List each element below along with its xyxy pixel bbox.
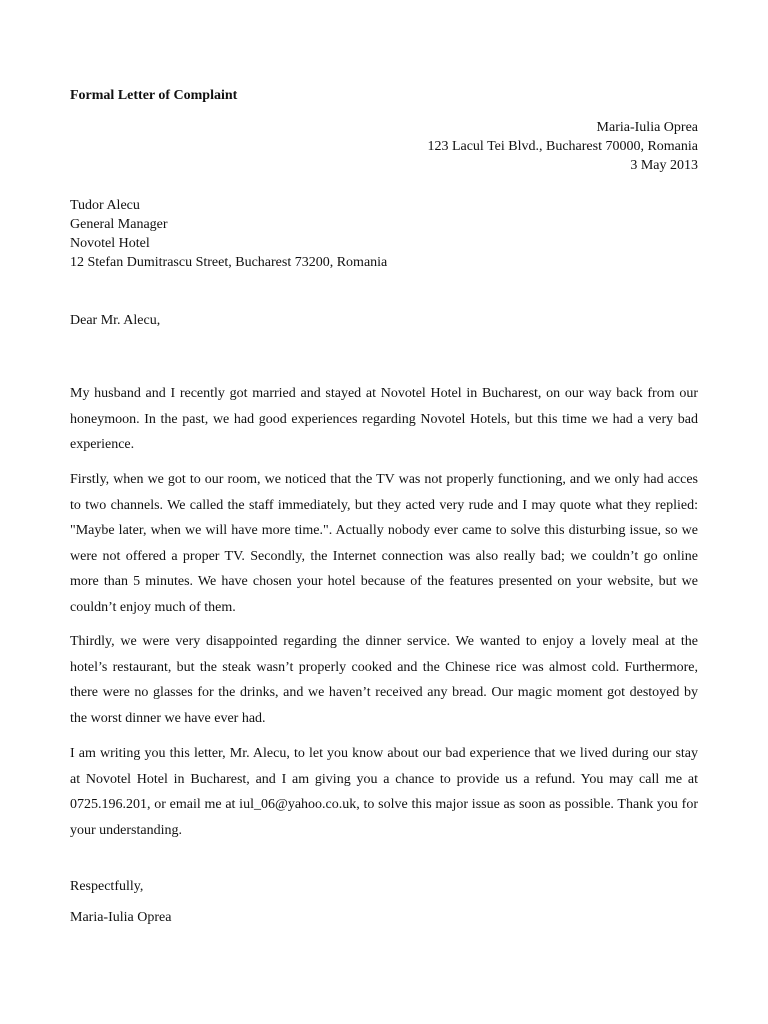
signature-name: Maria-Iulia Oprea [70,910,172,925]
recipient-name: Tudor Alecu [70,198,140,213]
paragraph-request: I am writing you this letter, Mr. Alecu, to let you know about our bad experience that we lived during our stay at Novotel Hotel in Bucharest, and I am giving you a chance to provide us a refund. You may call me at 0725.196.201, or email me at iul_06@yahoo.co.uk, to solve this major issue as soon as possible. Thank you for your understanding. [70,746,698,838]
salutation: Dear Mr. Alecu, [70,313,161,328]
paragraph-room-issues: Firstly, when we got to our room, we noticed that the TV was not properly functioning, and we only had acces to two channels. We called the staff immediately, but they acted very rude and I may quote what they replied: "Maybe later, when we will have more time.". Actually nobody ever came to solve this disturbing issue, so we were not offered a proper TV. Secondly, the Internet connection was also really bad; we couldn’t go online more than 5 minutes. We have chosen your hotel because of the features presented on your website, but we couldn’t enjoy much of them. [70,472,698,615]
paragraph-intro: My husband and I recently got married and stayed at Novotel Hotel in Bucharest, on our way back from our honeymoon. In the past, we had good experiences regarding Novotel Hotels, but this time we had a very bad experience. [70,386,698,452]
recipient-address: 12 Stefan Dumitrascu Street, Bucharest 73200, Romania [70,255,388,270]
recipient-block [70,196,387,272]
sender-address: 123 Lacul Tei Blvd., Bucharest 70000, Romania [427,139,698,154]
letter-title: Formal Letter of Complaint [70,88,238,103]
recipient-position: General Manager [70,217,168,232]
sender-block [427,118,698,175]
closing: Respectfully, [70,879,144,894]
recipient-company: Novotel Hotel [70,236,150,251]
letter-date: 3 May 2013 [630,158,698,173]
paragraph-dinner-issues: Thirdly, we were very disappointed regarding the dinner service. We wanted to enjoy a lovely meal at the hotel’s restaurant, but the steak wasn’t properly cooked and the Chinese rice was almost cold. Furthermore, there were no glasses for the drinks, and we haven’t received any bread. Our magic moment got destoyed by the worst dinner we have ever had. [70,634,698,726]
sender-name: Maria-Iulia Oprea [596,120,698,135]
